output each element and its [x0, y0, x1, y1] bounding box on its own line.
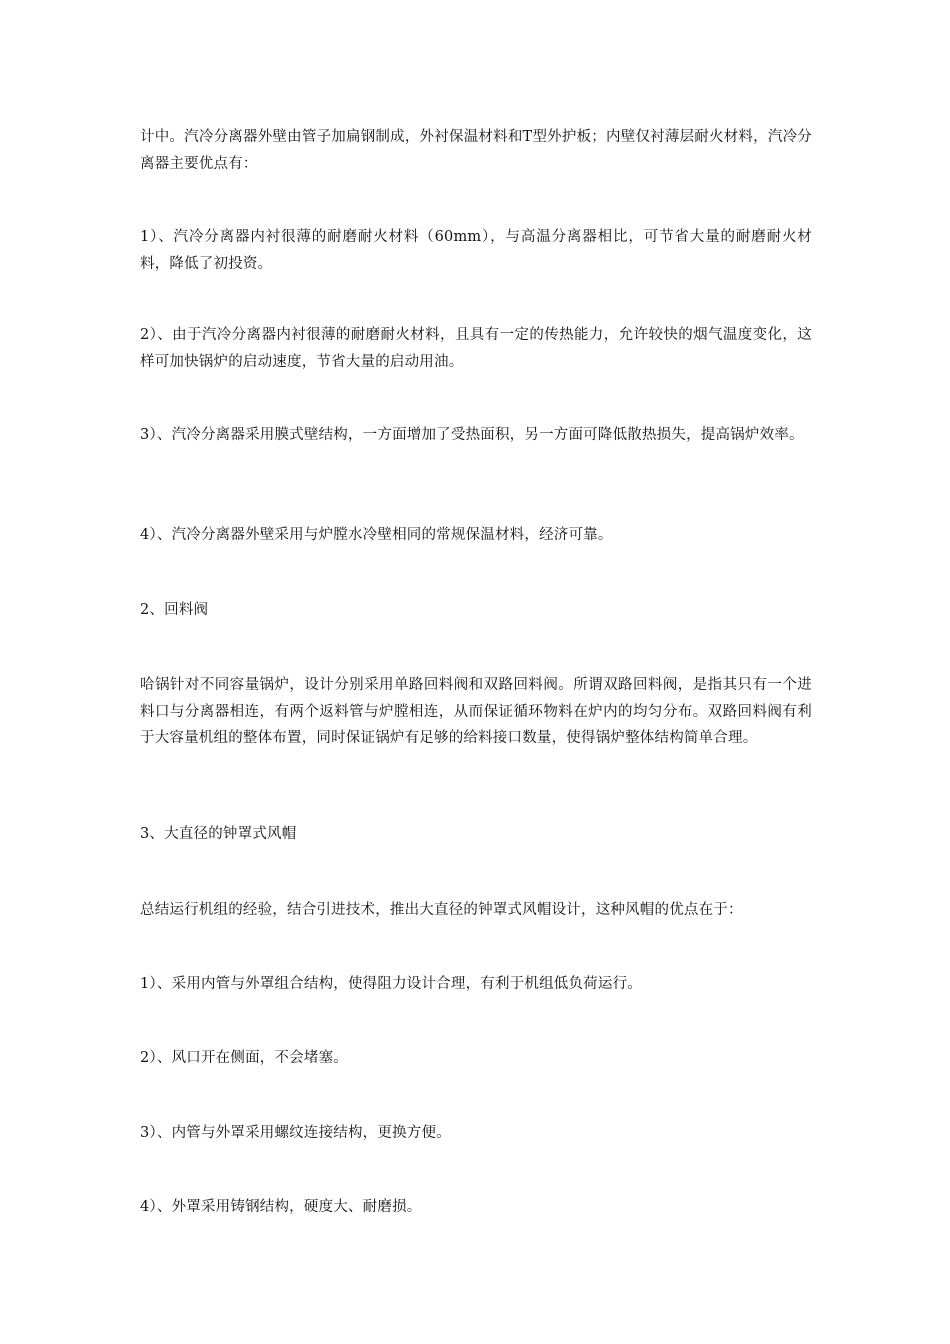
paragraph-bell-cap-advantage-1: 1）、采用内管与外罩组合结构，使得阻力设计合理，有利于机组低负荷运行。 — [140, 976, 642, 992]
paragraph-bell-cap-intro: 总结运行机组的经验，结合引进技术，推出大直径的钟罩式风帽设计，这种风帽的优点在于： — [140, 902, 743, 918]
paragraph-separator-intro: 计中。汽冷分离器外壁由管子加扁钢制成，外衬保温材料和T型外护板；内壁仅衬薄层耐火材料，汽冷分离器主要优点有： — [140, 129, 812, 172]
paragraph-bell-cap-advantage-4: 4）、外罩采用铸钢结构，硬度大、耐磨损。 — [140, 1199, 422, 1215]
paragraph-return-valve: 哈锅针对不同容量锅炉，设计分别采用单路回料阀和双路回料阀。所谓双路回料阀，是指其只有一个进料口与分离器相连，有两个返料管与炉膛相连，从而保证循环物料在炉内的均匀分布。双路回料阀有利于大容量机组的整体布置，同时保证锅炉有足够的给料接口数量，使得锅炉整体结构简单合理。 — [140, 677, 812, 746]
paragraph-bell-cap-advantage-3: 3）、内管与外罩采用螺纹连接结构，更换方便。 — [140, 1125, 451, 1141]
paragraph-advantage-2: 2）、由于汽冷分离器内衬很薄的耐磨耐火材料，且具有一定的传热能力，允许较快的烟气温度变化，这样可加快锅炉的启动速度，节省大量的启动用油。 — [140, 327, 812, 370]
paragraph-advantage-3: 3）、汽冷分离器采用膜式壁结构，一方面增加了受热面积，另一方面可降低散热损失，提高锅炉效率。 — [140, 427, 804, 443]
paragraph-advantage-1: 1）、汽冷分离器内衬很薄的耐磨耐火材料（60mm），与高温分离器相比，可节省大量的耐磨耐火材料，降低了初投资。 — [140, 229, 812, 272]
paragraph-advantage-4: 4）、汽冷分离器外壁采用与炉膛水冷壁相同的常规保温材料，经济可靠。 — [140, 527, 613, 543]
paragraph-bell-cap-advantage-2: 2）、风口开在侧面，不会堵塞。 — [140, 1050, 348, 1066]
section-heading-return-valve: 2、回料阀 — [140, 602, 209, 618]
section-heading-bell-cap: 3、大直径的钟罩式风帽 — [140, 826, 297, 842]
